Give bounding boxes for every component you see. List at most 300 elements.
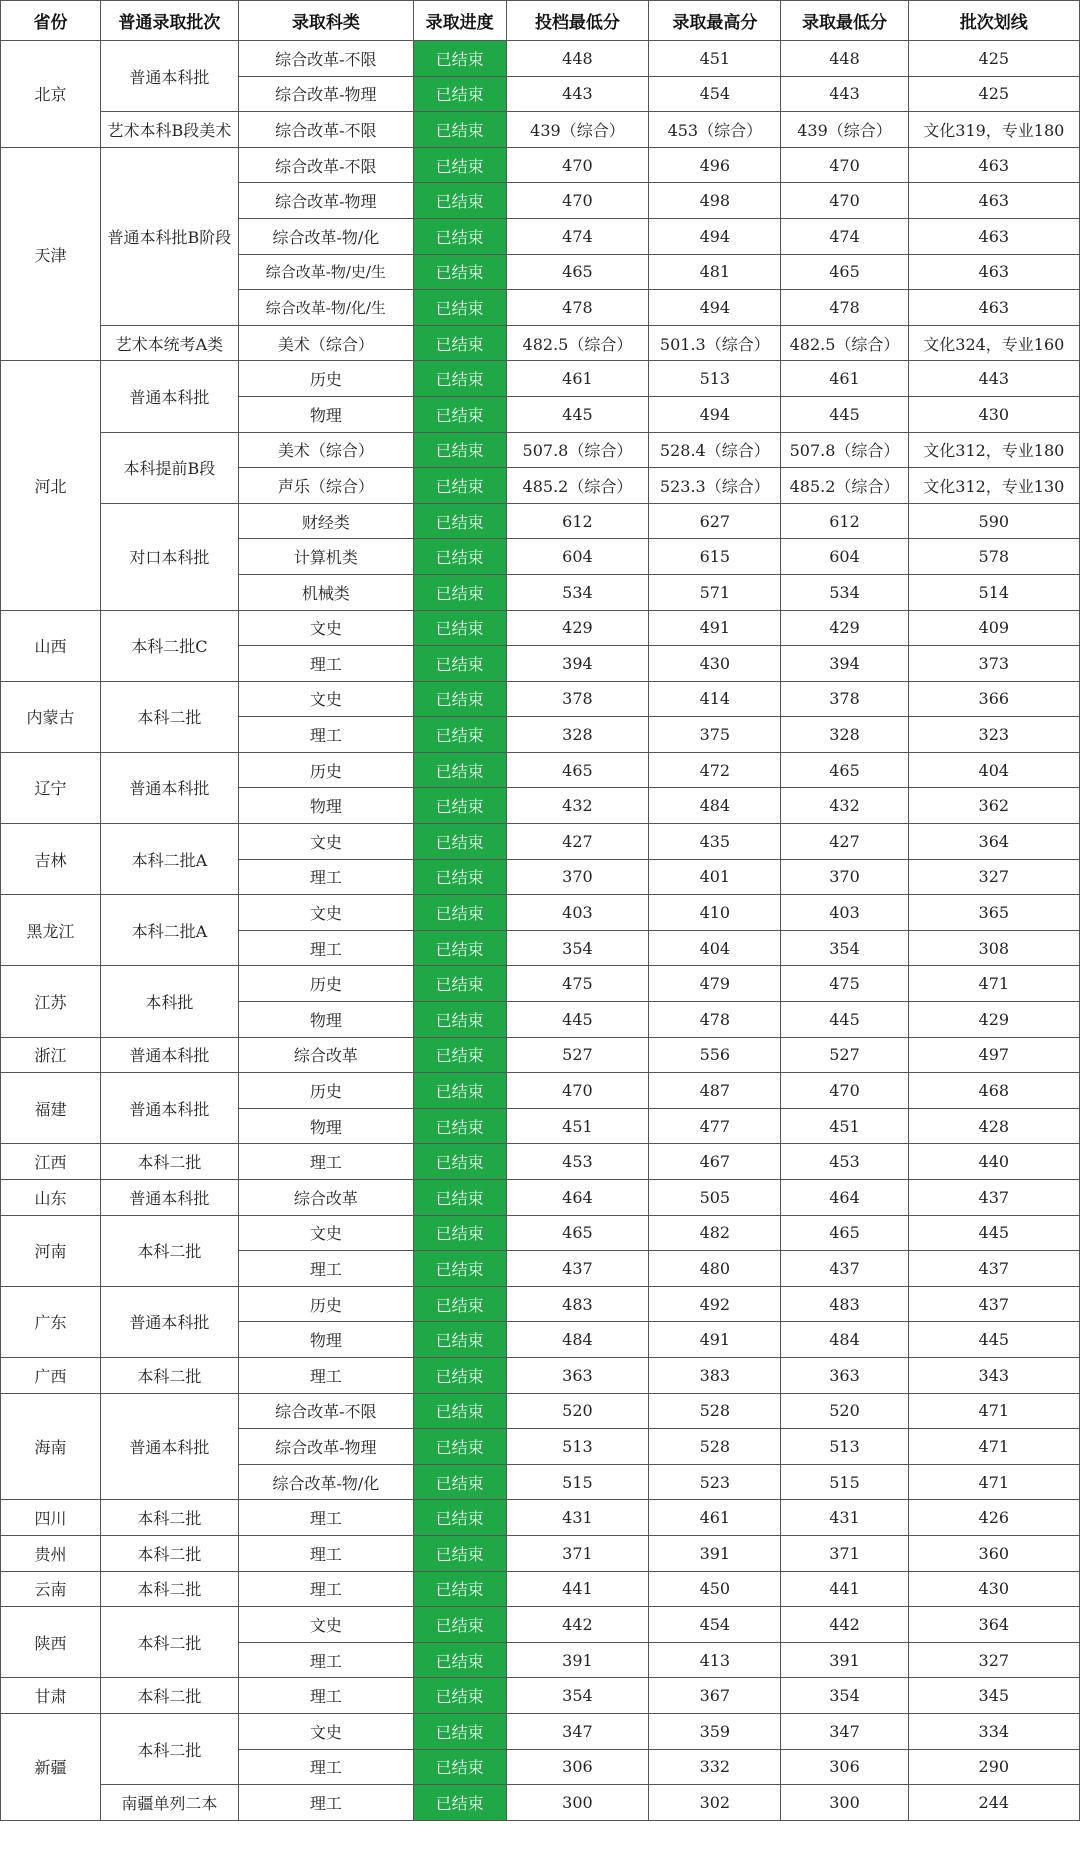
table-row — [1, 1037, 1080, 1073]
table-row — [1, 1500, 1080, 1536]
min-admit-score: 429 — [781, 610, 908, 646]
batch-line: 468 — [908, 1073, 1079, 1109]
max-admit-score: 404 — [649, 930, 781, 966]
batch-line: 334 — [908, 1713, 1079, 1749]
province-cell: 山西 — [1, 610, 101, 681]
min-filing-score: 443 — [506, 76, 649, 112]
batch-line: 430 — [908, 1571, 1079, 1607]
max-admit-score: 454 — [649, 1607, 781, 1643]
min-filing-score: 513 — [506, 1429, 649, 1465]
subject-cell: 综合改革 — [238, 1037, 413, 1073]
province-cell: 云南 — [1, 1571, 101, 1607]
progress-status: 已结束 — [413, 432, 506, 468]
batch-cell: 本科二批 — [100, 1215, 238, 1286]
min-admit-score: 453 — [781, 1144, 908, 1180]
subject-cell: 理工 — [238, 1642, 413, 1678]
subject-cell: 文史 — [238, 1607, 413, 1643]
progress-status: 已结束 — [413, 1500, 506, 1536]
max-admit-score: 435 — [649, 824, 781, 860]
min-admit-score: 448 — [781, 41, 908, 77]
batch-cell: 本科二批 — [100, 1535, 238, 1571]
table-body — [1, 41, 1080, 1821]
max-admit-score: 454 — [649, 76, 781, 112]
batch-line: 437 — [908, 1286, 1079, 1322]
batch-cell: 普通本科批 — [100, 1286, 238, 1357]
progress-status: 已结束 — [413, 1037, 506, 1073]
min-admit-score: 485.2（综合） — [781, 468, 908, 504]
min-admit-score: 478 — [781, 290, 908, 326]
min-filing-score: 429 — [506, 610, 649, 646]
progress-status: 已结束 — [413, 1607, 506, 1643]
progress-status: 已结束 — [413, 290, 506, 326]
min-filing-score: 475 — [506, 966, 649, 1002]
min-admit-score: 612 — [781, 503, 908, 539]
province-cell: 内蒙古 — [1, 681, 101, 752]
max-admit-score: 491 — [649, 1322, 781, 1358]
province-cell: 河南 — [1, 1215, 101, 1286]
province-cell: 吉林 — [1, 824, 101, 895]
min-filing-score: 445 — [506, 396, 649, 432]
batch-line: 443 — [908, 361, 1079, 397]
max-admit-score: 528 — [649, 1429, 781, 1465]
min-filing-score: 483 — [506, 1286, 649, 1322]
progress-status: 已结束 — [413, 966, 506, 1002]
progress-status: 已结束 — [413, 1535, 506, 1571]
min-admit-score: 470 — [781, 1073, 908, 1109]
progress-status: 已结束 — [413, 1571, 506, 1607]
subject-cell: 理工 — [238, 1678, 413, 1714]
min-admit-score: 515 — [781, 1464, 908, 1500]
min-filing-score: 604 — [506, 539, 649, 575]
min-filing-score: 363 — [506, 1357, 649, 1393]
progress-status: 已结束 — [413, 41, 506, 77]
batch-cell: 普通本科批 — [100, 1393, 238, 1500]
min-filing-score: 427 — [506, 824, 649, 860]
min-filing-score: 347 — [506, 1713, 649, 1749]
batch-line: 463 — [908, 290, 1079, 326]
min-filing-score: 515 — [506, 1464, 649, 1500]
min-admit-score: 465 — [781, 752, 908, 788]
province-cell: 江西 — [1, 1144, 101, 1180]
progress-status: 已结束 — [413, 1286, 506, 1322]
max-admit-score: 450 — [649, 1571, 781, 1607]
max-admit-score: 391 — [649, 1535, 781, 1571]
table-row — [1, 361, 1080, 397]
batch-line: 345 — [908, 1678, 1079, 1714]
table-row — [1, 1713, 1080, 1749]
min-filing-score: 453 — [506, 1144, 649, 1180]
province-cell: 广东 — [1, 1286, 101, 1357]
min-filing-score: 378 — [506, 681, 649, 717]
max-admit-score: 571 — [649, 574, 781, 610]
max-admit-score: 430 — [649, 646, 781, 682]
table-row — [1, 112, 1080, 148]
min-filing-score: 485.2（综合） — [506, 468, 649, 504]
min-filing-score: 432 — [506, 788, 649, 824]
max-admit-score: 478 — [649, 1002, 781, 1038]
max-admit-score: 487 — [649, 1073, 781, 1109]
batch-line: 445 — [908, 1322, 1079, 1358]
header-min-filing-score: 投档最低分 — [506, 1, 649, 41]
batch-line: 463 — [908, 183, 1079, 219]
batch-cell: 本科二批 — [100, 681, 238, 752]
subject-cell: 历史 — [238, 1073, 413, 1109]
progress-status: 已结束 — [413, 183, 506, 219]
min-filing-score: 391 — [506, 1642, 649, 1678]
batch-line: 404 — [908, 752, 1079, 788]
min-admit-score: 431 — [781, 1500, 908, 1536]
progress-status: 已结束 — [413, 1357, 506, 1393]
table-row — [1, 895, 1080, 931]
min-admit-score: 354 — [781, 930, 908, 966]
batch-line: 430 — [908, 396, 1079, 432]
table-row — [1, 1535, 1080, 1571]
progress-status: 已结束 — [413, 1215, 506, 1251]
subject-cell: 理工 — [238, 717, 413, 753]
table-row — [1, 1215, 1080, 1251]
progress-status: 已结束 — [413, 574, 506, 610]
min-filing-score: 354 — [506, 1678, 649, 1714]
min-admit-score: 484 — [781, 1322, 908, 1358]
subject-cell: 理工 — [238, 1571, 413, 1607]
batch-line: 327 — [908, 859, 1079, 895]
progress-status: 已结束 — [413, 218, 506, 254]
progress-status: 已结束 — [413, 788, 506, 824]
subject-cell: 机械类 — [238, 574, 413, 610]
subject-cell: 文史 — [238, 610, 413, 646]
max-admit-score: 501.3（综合） — [649, 325, 781, 361]
min-filing-score: 478 — [506, 290, 649, 326]
batch-line: 471 — [908, 1393, 1079, 1429]
subject-cell: 综合改革-物/史/生 — [238, 254, 413, 290]
max-admit-score: 480 — [649, 1251, 781, 1287]
batch-cell: 本科二批 — [100, 1571, 238, 1607]
min-filing-score: 470 — [506, 1073, 649, 1109]
min-admit-score: 445 — [781, 396, 908, 432]
min-admit-score: 451 — [781, 1108, 908, 1144]
min-admit-score: 347 — [781, 1713, 908, 1749]
batch-cell: 普通本科批 — [100, 1073, 238, 1144]
max-admit-score: 451 — [649, 41, 781, 77]
batch-line: 308 — [908, 930, 1079, 966]
table-header-row — [1, 1, 1080, 41]
max-admit-score: 505 — [649, 1180, 781, 1216]
batch-line: 364 — [908, 824, 1079, 860]
batch-cell: 普通本科批 — [100, 41, 238, 112]
table-row — [1, 147, 1080, 183]
min-admit-score: 520 — [781, 1393, 908, 1429]
max-admit-score: 494 — [649, 396, 781, 432]
progress-status: 已结束 — [413, 1785, 506, 1821]
subject-cell: 理工 — [238, 646, 413, 682]
province-cell: 天津 — [1, 147, 101, 361]
batch-cell: 普通本科批 — [100, 1037, 238, 1073]
batch-line: 429 — [908, 1002, 1079, 1038]
min-admit-score: 475 — [781, 966, 908, 1002]
batch-line: 290 — [908, 1749, 1079, 1785]
province-cell: 海南 — [1, 1393, 101, 1500]
batch-line: 463 — [908, 147, 1079, 183]
min-filing-score: 403 — [506, 895, 649, 931]
batch-line: 428 — [908, 1108, 1079, 1144]
subject-cell: 理工 — [238, 1357, 413, 1393]
max-admit-score: 528 — [649, 1393, 781, 1429]
min-filing-score: 431 — [506, 1500, 649, 1536]
min-filing-score: 470 — [506, 147, 649, 183]
progress-status: 已结束 — [413, 396, 506, 432]
batch-line: 373 — [908, 646, 1079, 682]
max-admit-score: 523.3（综合） — [649, 468, 781, 504]
progress-status: 已结束 — [413, 824, 506, 860]
subject-cell: 历史 — [238, 752, 413, 788]
max-admit-score: 523 — [649, 1464, 781, 1500]
max-admit-score: 414 — [649, 681, 781, 717]
batch-cell: 本科二批 — [100, 1357, 238, 1393]
subject-cell: 综合改革-物/化 — [238, 1464, 413, 1500]
table-row — [1, 824, 1080, 860]
max-admit-score: 484 — [649, 788, 781, 824]
subject-cell: 理工 — [238, 1144, 413, 1180]
table-row — [1, 41, 1080, 77]
min-admit-score: 443 — [781, 76, 908, 112]
progress-status: 已结束 — [413, 112, 506, 148]
table-row — [1, 1144, 1080, 1180]
province-cell: 福建 — [1, 1073, 101, 1144]
max-admit-score: 615 — [649, 539, 781, 575]
progress-status: 已结束 — [413, 1322, 506, 1358]
min-admit-score: 474 — [781, 218, 908, 254]
progress-status: 已结束 — [413, 503, 506, 539]
min-filing-score: 484 — [506, 1322, 649, 1358]
subject-cell: 综合改革-不限 — [238, 1393, 413, 1429]
province-cell: 辽宁 — [1, 752, 101, 823]
province-cell: 广西 — [1, 1357, 101, 1393]
min-filing-score: 527 — [506, 1037, 649, 1073]
subject-cell: 历史 — [238, 361, 413, 397]
batch-cell: 普通本科批 — [100, 752, 238, 823]
max-admit-score: 453（综合） — [649, 112, 781, 148]
table-row — [1, 1607, 1080, 1643]
table-row — [1, 966, 1080, 1002]
progress-status: 已结束 — [413, 1393, 506, 1429]
max-admit-score: 494 — [649, 218, 781, 254]
min-admit-score: 391 — [781, 1642, 908, 1678]
progress-status: 已结束 — [413, 468, 506, 504]
progress-status: 已结束 — [413, 539, 506, 575]
min-filing-score: 394 — [506, 646, 649, 682]
batch-cell: 本科二批 — [100, 1678, 238, 1714]
batch-cell: 本科二批A — [100, 824, 238, 895]
min-admit-score: 306 — [781, 1749, 908, 1785]
subject-cell: 文史 — [238, 1215, 413, 1251]
min-filing-score: 370 — [506, 859, 649, 895]
province-cell: 山东 — [1, 1180, 101, 1216]
province-cell: 黑龙江 — [1, 895, 101, 966]
min-admit-score: 363 — [781, 1357, 908, 1393]
min-filing-score: 328 — [506, 717, 649, 753]
batch-cell: 对口本科批 — [100, 503, 238, 610]
subject-cell: 综合改革-物理 — [238, 1429, 413, 1465]
table-row — [1, 752, 1080, 788]
batch-cell: 本科提前B段 — [100, 432, 238, 503]
progress-status: 已结束 — [413, 646, 506, 682]
min-admit-score: 461 — [781, 361, 908, 397]
subject-cell: 理工 — [238, 1535, 413, 1571]
min-filing-score: 442 — [506, 1607, 649, 1643]
min-admit-score: 513 — [781, 1429, 908, 1465]
subject-cell: 物理 — [238, 1108, 413, 1144]
subject-cell: 理工 — [238, 859, 413, 895]
batch-line: 471 — [908, 1464, 1079, 1500]
progress-status: 已结束 — [413, 895, 506, 931]
progress-status: 已结束 — [413, 610, 506, 646]
table-row — [1, 1571, 1080, 1607]
min-filing-score: 354 — [506, 930, 649, 966]
batch-line: 362 — [908, 788, 1079, 824]
subject-cell: 声乐（综合） — [238, 468, 413, 504]
min-filing-score: 464 — [506, 1180, 649, 1216]
table-row — [1, 1678, 1080, 1714]
min-filing-score: 482.5（综合） — [506, 325, 649, 361]
max-admit-score: 498 — [649, 183, 781, 219]
max-admit-score: 410 — [649, 895, 781, 931]
min-filing-score: 437 — [506, 1251, 649, 1287]
batch-line: 文化312，专业130 — [908, 468, 1079, 504]
province-cell: 河北 — [1, 361, 101, 610]
max-admit-score: 556 — [649, 1037, 781, 1073]
subject-cell: 文史 — [238, 824, 413, 860]
province-cell: 贵州 — [1, 1535, 101, 1571]
min-admit-score: 465 — [781, 254, 908, 290]
min-filing-score: 306 — [506, 1749, 649, 1785]
max-admit-score: 496 — [649, 147, 781, 183]
subject-cell: 理工 — [238, 1500, 413, 1536]
province-cell: 新疆 — [1, 1713, 101, 1820]
max-admit-score: 627 — [649, 503, 781, 539]
max-admit-score: 461 — [649, 1500, 781, 1536]
max-admit-score: 302 — [649, 1785, 781, 1821]
progress-status: 已结束 — [413, 147, 506, 183]
min-admit-score: 482.5（综合） — [781, 325, 908, 361]
min-admit-score: 442 — [781, 1607, 908, 1643]
min-admit-score: 527 — [781, 1037, 908, 1073]
table-row — [1, 1286, 1080, 1322]
max-admit-score: 479 — [649, 966, 781, 1002]
batch-line: 471 — [908, 966, 1079, 1002]
min-filing-score: 445 — [506, 1002, 649, 1038]
subject-cell: 美术（综合） — [238, 432, 413, 468]
table-row — [1, 1785, 1080, 1821]
min-admit-score: 445 — [781, 1002, 908, 1038]
header-max-admit-score: 录取最高分 — [649, 1, 781, 41]
max-admit-score: 492 — [649, 1286, 781, 1322]
progress-status: 已结束 — [413, 717, 506, 753]
batch-line: 343 — [908, 1357, 1079, 1393]
min-admit-score: 507.8（综合） — [781, 432, 908, 468]
max-admit-score: 528.4（综合） — [649, 432, 781, 468]
table-row — [1, 1357, 1080, 1393]
progress-status: 已结束 — [413, 1642, 506, 1678]
subject-cell: 综合改革-物理 — [238, 76, 413, 112]
min-admit-score: 371 — [781, 1535, 908, 1571]
min-admit-score: 432 — [781, 788, 908, 824]
max-admit-score: 383 — [649, 1357, 781, 1393]
header-min-admit-score: 录取最低分 — [781, 1, 908, 41]
batch-line: 437 — [908, 1251, 1079, 1287]
max-admit-score: 359 — [649, 1713, 781, 1749]
progress-status: 已结束 — [413, 1073, 506, 1109]
min-admit-score: 354 — [781, 1678, 908, 1714]
max-admit-score: 375 — [649, 717, 781, 753]
min-filing-score: 507.8（综合） — [506, 432, 649, 468]
max-admit-score: 367 — [649, 1678, 781, 1714]
batch-cell: 本科二批 — [100, 1144, 238, 1180]
progress-status: 已结束 — [413, 930, 506, 966]
progress-status: 已结束 — [413, 1749, 506, 1785]
subject-cell: 文史 — [238, 1713, 413, 1749]
subject-cell: 历史 — [238, 1286, 413, 1322]
batch-line: 578 — [908, 539, 1079, 575]
subject-cell: 综合改革 — [238, 1180, 413, 1216]
batch-cell: 普通本科批 — [100, 361, 238, 432]
min-admit-score: 483 — [781, 1286, 908, 1322]
progress-status: 已结束 — [413, 1108, 506, 1144]
batch-cell: 艺术本统考A类 — [100, 325, 238, 361]
max-admit-score: 481 — [649, 254, 781, 290]
province-cell: 四川 — [1, 1500, 101, 1536]
subject-cell: 理工 — [238, 1749, 413, 1785]
min-admit-score: 300 — [781, 1785, 908, 1821]
batch-line: 360 — [908, 1535, 1079, 1571]
progress-status: 已结束 — [413, 681, 506, 717]
subject-cell: 文史 — [238, 681, 413, 717]
batch-cell: 艺术本科B段美术 — [100, 112, 238, 148]
province-cell: 江苏 — [1, 966, 101, 1037]
table-row — [1, 1393, 1080, 1429]
min-filing-score: 520 — [506, 1393, 649, 1429]
batch-line: 244 — [908, 1785, 1079, 1821]
min-filing-score: 441 — [506, 1571, 649, 1607]
progress-status: 已结束 — [413, 1429, 506, 1465]
progress-status: 已结束 — [413, 254, 506, 290]
min-admit-score: 604 — [781, 539, 908, 575]
table-row — [1, 325, 1080, 361]
batch-line: 497 — [908, 1037, 1079, 1073]
subject-cell: 美术（综合） — [238, 325, 413, 361]
max-admit-score: 467 — [649, 1144, 781, 1180]
batch-line: 364 — [908, 1607, 1079, 1643]
subject-cell: 文史 — [238, 895, 413, 931]
progress-status: 已结束 — [413, 1713, 506, 1749]
province-cell: 甘肃 — [1, 1678, 101, 1714]
min-admit-score: 464 — [781, 1180, 908, 1216]
batch-line: 463 — [908, 218, 1079, 254]
batch-line: 文化312，专业180 — [908, 432, 1079, 468]
table-row — [1, 503, 1080, 539]
table-row — [1, 610, 1080, 646]
min-filing-score: 300 — [506, 1785, 649, 1821]
subject-cell: 历史 — [238, 966, 413, 1002]
progress-status: 已结束 — [413, 859, 506, 895]
subject-cell: 综合改革-不限 — [238, 112, 413, 148]
header-progress: 录取进度 — [413, 1, 506, 41]
batch-line: 323 — [908, 717, 1079, 753]
min-admit-score: 427 — [781, 824, 908, 860]
min-filing-score: 470 — [506, 183, 649, 219]
batch-line: 366 — [908, 681, 1079, 717]
batch-cell: 本科二批 — [100, 1500, 238, 1536]
progress-status: 已结束 — [413, 752, 506, 788]
